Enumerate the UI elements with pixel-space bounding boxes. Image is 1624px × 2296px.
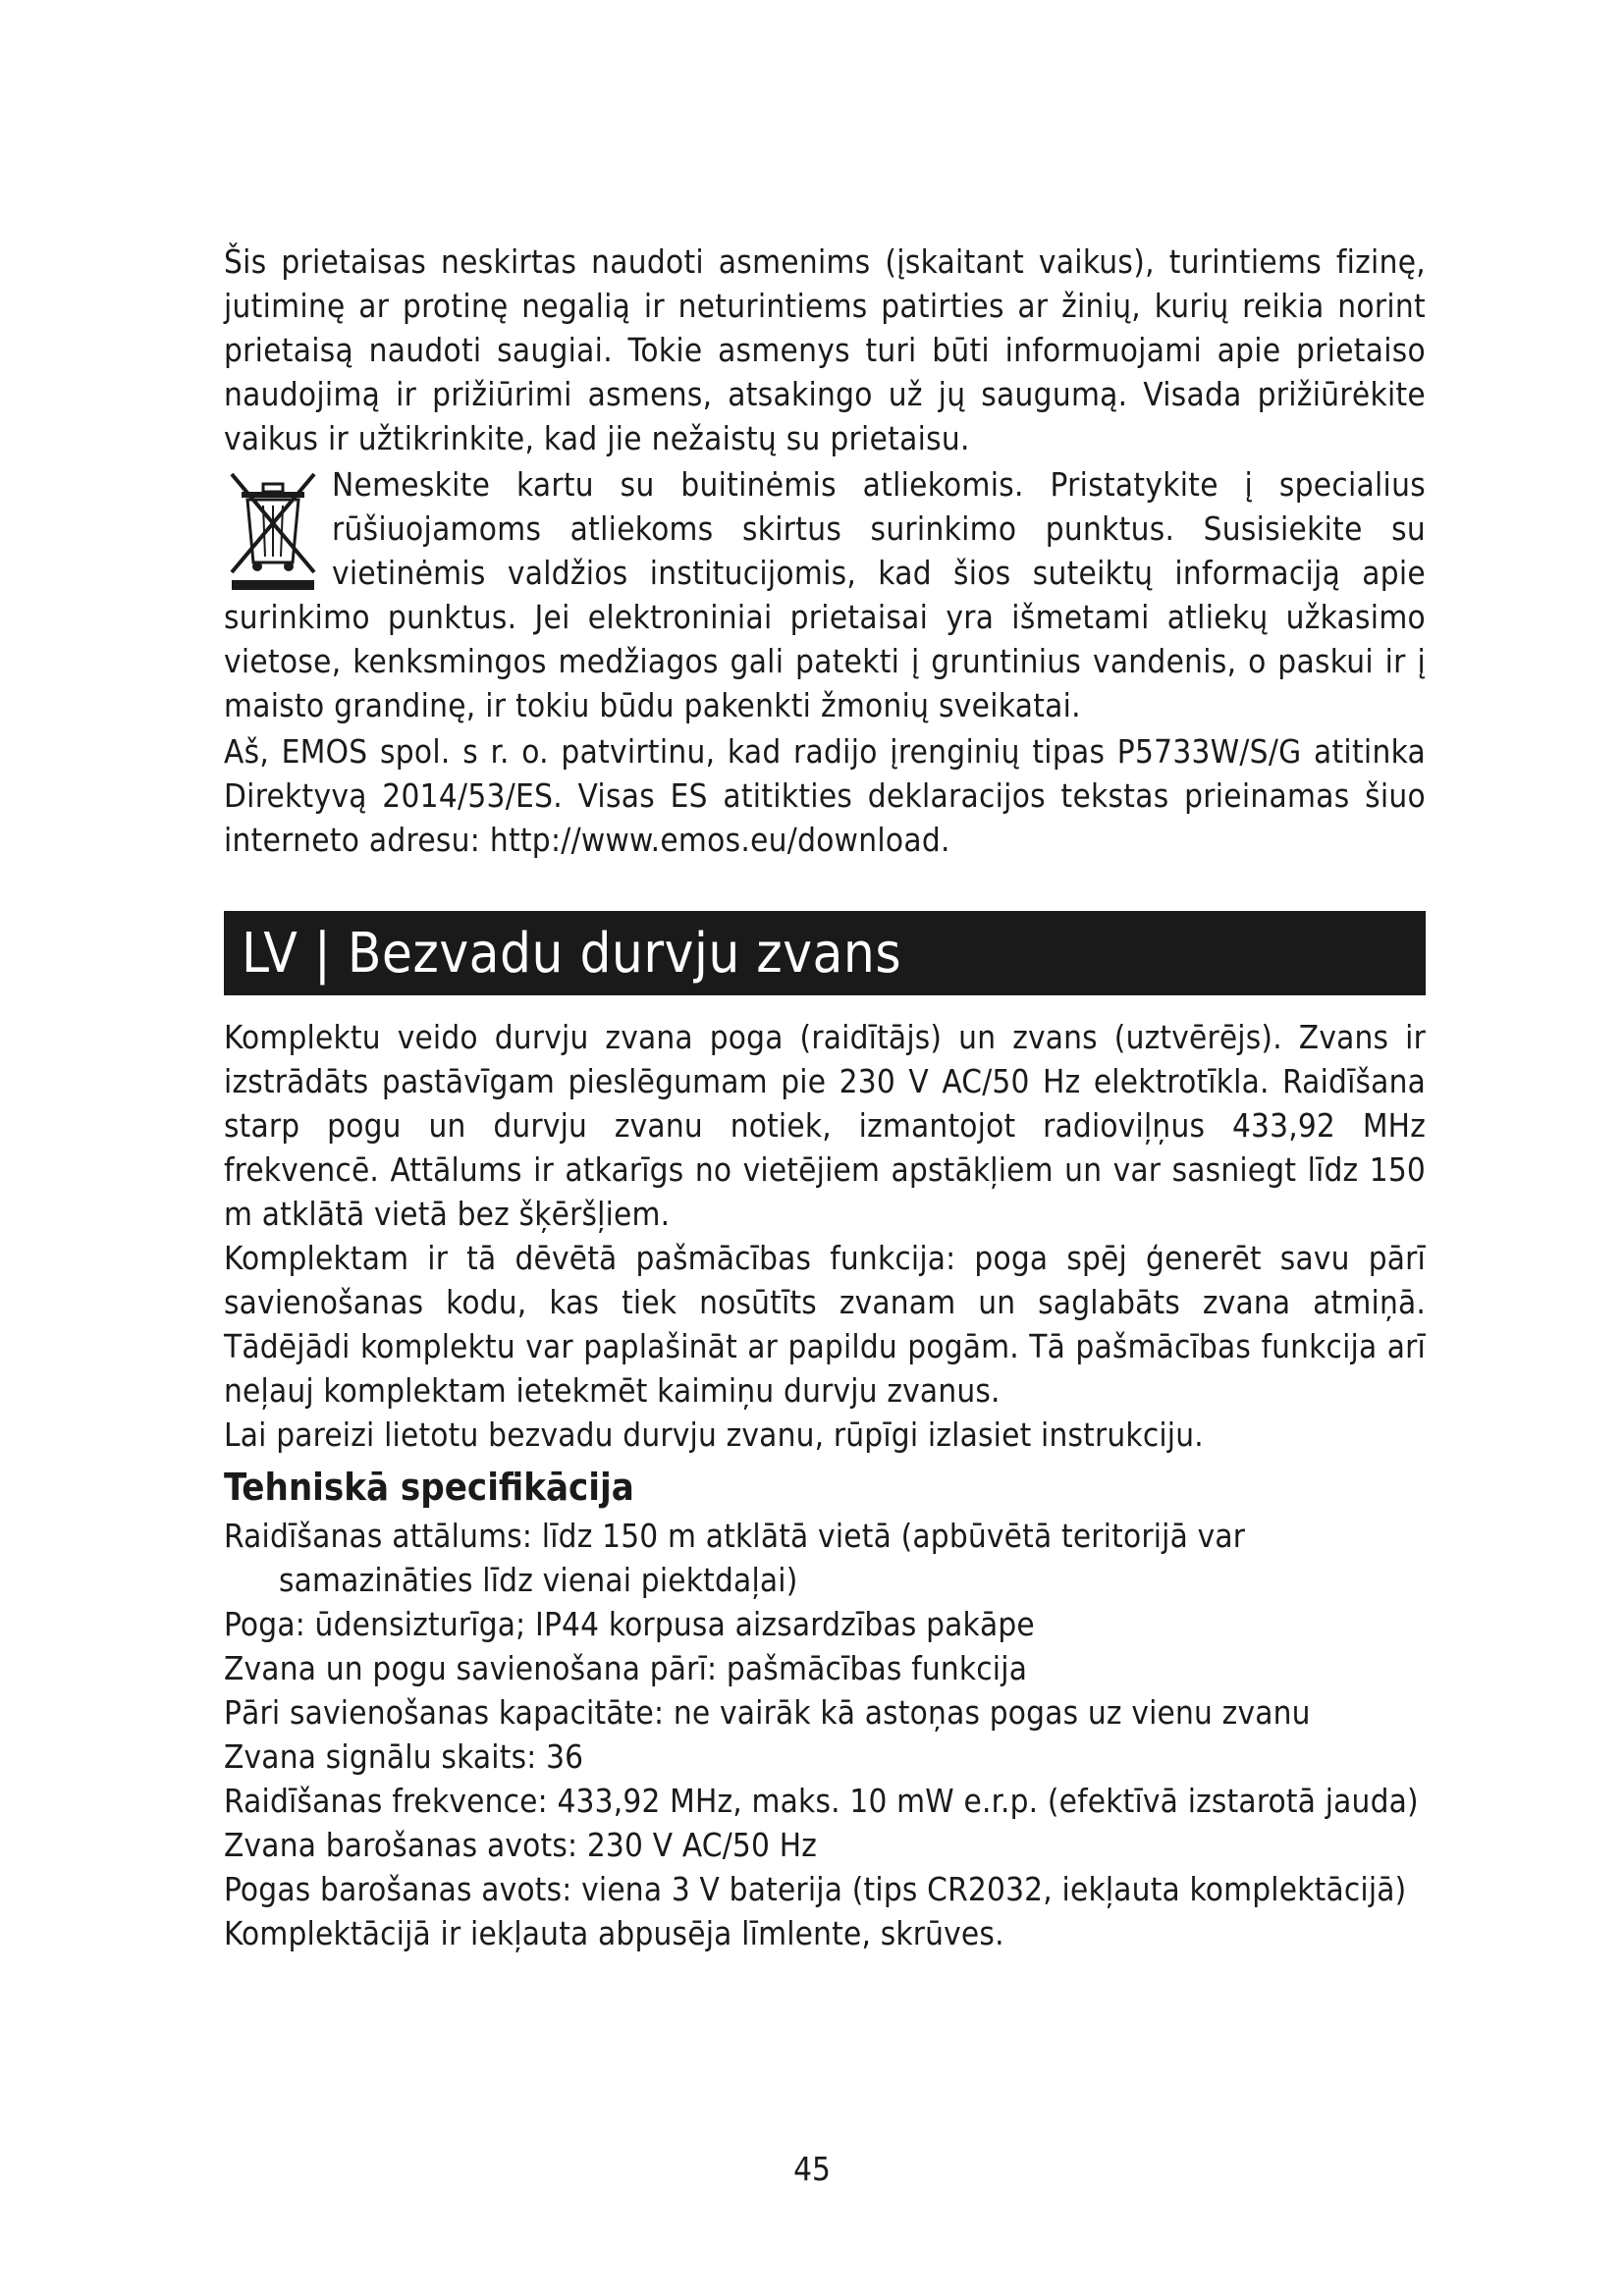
lt-safety-paragraph: Šis prietaisas neskirtas naudoti asmenims (įskaitant vaikus), turintiems fizinę, jutiminę ar protinę negalią ir neturintiems patirties ar žinių, kurių reikia norint prietaisą naudoti saugiai. Tokie asmenys turi būti informuojami apie prietaiso naudojimą ir prižiūrimi asmens, atsakingo už jų saugumą. Visada prižiūrėkite vaikus ir užtikrinkite, kad jie nežaistų su prietaisu. [224, 242, 1426, 457]
spec-list [224, 1514, 1426, 1955]
section-title: LV | Bezvadu durvju zvans [242, 921, 902, 986]
spec-item: Pogas barošanas avots: viena 3 V baterija (tips CR2032, iekļauta komplektācijā) [224, 1870, 1407, 1908]
spec-heading: Tehniskā specifikācija [224, 1466, 634, 1509]
lt-section [224, 240, 1426, 862]
spec-item: Raidīšanas frekvence: 433,92 MHz, maks. 10 mW e.r.p. (efektīvā izstarotā jauda) [224, 1782, 1419, 1820]
lv-intro-paragraph-3: Lai pareizi lietotu bezvadu durvju zvanu, rūpīgi izlasiet instrukciju. [224, 1415, 1204, 1454]
spec-item: Zvana signālu skaits: 36 [224, 1737, 584, 1776]
weee-block [224, 462, 1426, 727]
spec-item: Zvana un pogu savienošana pārī: pašmācības funkcija [224, 1649, 1028, 1687]
spec-item: Komplektācijā ir iekļauta abpusēja līmlente, skrūves. [224, 1914, 1004, 1952]
section-header-bar [224, 911, 1426, 995]
lv-section [224, 1015, 1426, 1955]
spec-item: Poga: ūdensizturīga; IP44 korpusa aizsardzības pakāpe [224, 1605, 1035, 1643]
weee-crossed-bin-icon [224, 466, 322, 594]
spec-item: Zvana barošanas avots: 230 V AC/50 Hz [224, 1826, 818, 1864]
lt-weee-paragraph: Nemeskite kartu su buitinėmis atliekomis. Pristatykite į specialius rūšiuojamoms atliekoms skirtus surinkimo punktus. Susisiekite su vietinėmis valdžios institucijomis, kad šios suteiktų informaciją apie surinkimo punktus. Jei elektroniniai prietaisai yra išmetami atliekų užkasimo vietose, kenksmingos medžiagos gali patekti į gruntinius vandenis, o paskui ir į maisto grandinę, ir tokiu būdu pakenkti žmonių sveikatai. [224, 465, 1426, 724]
page-content [224, 240, 1426, 1955]
page-number: 45 [793, 2150, 831, 2188]
spec-item: Pāri savienošanas kapacitāte: ne vairāk kā astoņas pogas uz vienu zvanu [224, 1693, 1311, 1732]
lv-intro-paragraph-2: Komplektam ir tā dēvētā pašmācības funkcija: poga spēj ģenerēt savu pārī savienošanas kodu, kas tiek nosūtīts zvanam un saglabāts zvana atmiņā. Tādējādi komplektu var paplašināt ar papildu pogām. Tā pašmācības funkcija arī neļauj komplektam ietekmēt kaimiņu durvju zvanus. [224, 1239, 1426, 1410]
lv-intro-paragraph-1: Komplektu veido durvju zvana poga (raidītājs) un zvans (uztvērējs). Zvans ir izstrādāts pastāvīgam pieslēgumam pie 230 V AC/50 Hz elektrotīkla. Raidīšana starp pogu un durvju zvanu notiek, izmantojot radioviļņus 433,92 MHz frekvencē. Attālums ir atkarīgs no vietējiem apstākļiem un var sasniegt līdz 150 m atklātā vietā bez šķēršļiem. [224, 1018, 1426, 1233]
spec-item: Raidīšanas attālums: līdz 150 m atklātā vietā (apbūvētā teritorijā var samazināties līdz vienai piektdaļai) [224, 1517, 1246, 1599]
lt-declaration-paragraph: Aš, EMOS spol. s r. o. patvirtinu, kad radijo įrenginių tipas P5733W/S/G atitinka Direktyvą 2014/53/ES. Visas ES atitikties deklaracijos tekstas prieinamas šiuo interneto adresu: http://www.emos.eu/download. [224, 732, 1426, 859]
